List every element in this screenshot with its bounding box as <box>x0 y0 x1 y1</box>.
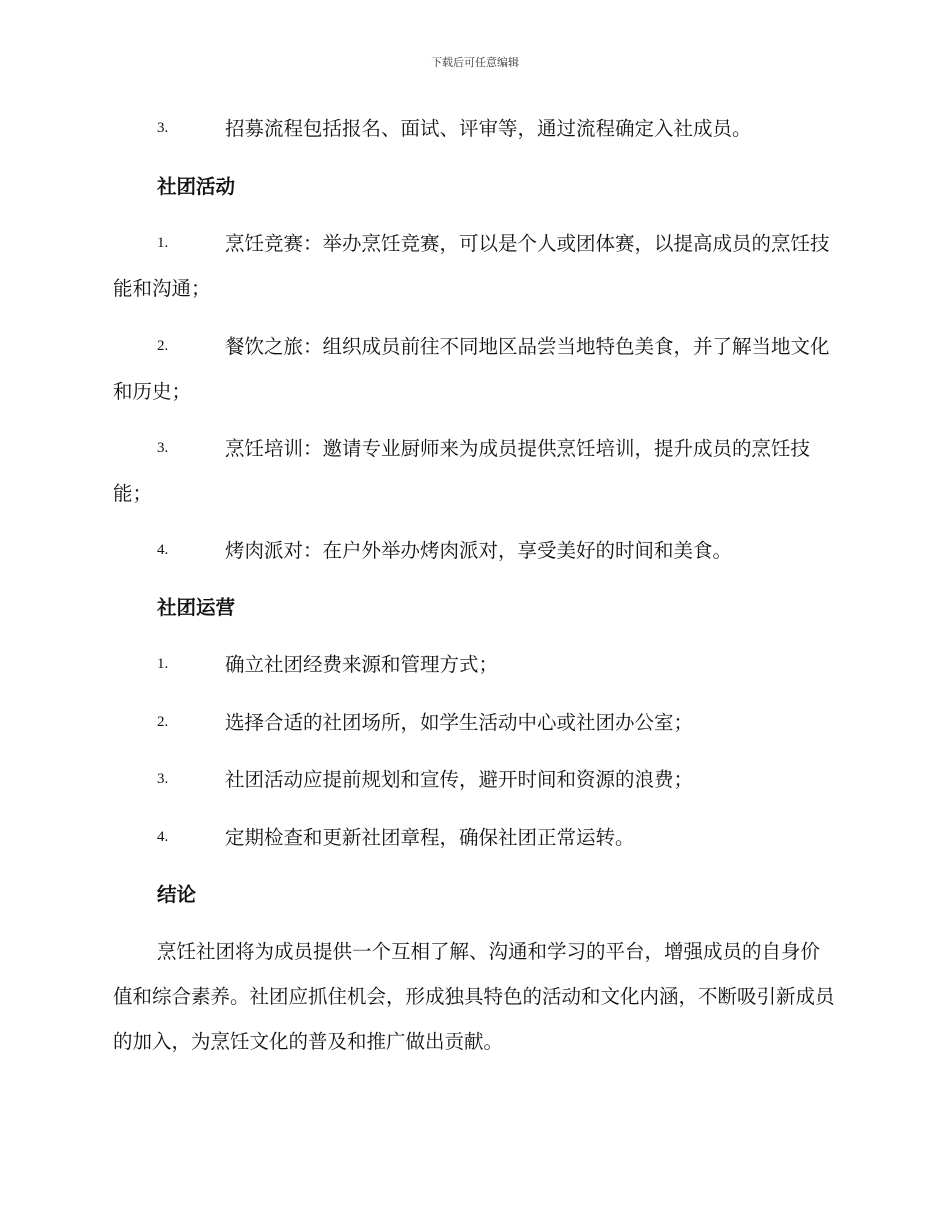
conclusion-paragraph: 烹饪社团将为成员提供一个互相了解、沟通和学习的平台，增强成员的自身价值和综合素养。社团应抓住机会，形成独具特色的活动和文化内涵，不断吸引新成员的加入，为烹饪文化的普及和推广做出贡献。 <box>113 940 835 1053</box>
list-item-operation-2 <box>113 700 835 745</box>
list-item-activity-2 <box>113 324 835 414</box>
list-item-activity-3 <box>113 426 835 516</box>
list-text: 餐饮之旅：组织成员前往不同地区品尝当地特色美食，并了解当地文化和历史； <box>113 335 830 403</box>
list-number: 3. <box>157 771 169 787</box>
list-text: 社团活动应提前规划和宣传，避开时间和资源的浪费； <box>225 768 694 791</box>
list-number: 3. <box>157 120 169 136</box>
list-number: 1. <box>157 235 169 251</box>
list-text: 招募流程包括报名、面试、评审等，通过流程确定入社成员。 <box>225 117 752 140</box>
list-number: 2. <box>157 338 169 354</box>
list-item-operation-3 <box>113 757 835 802</box>
list-item-operation-4 <box>113 815 835 860</box>
list-number: 4. <box>157 542 169 558</box>
list-number: 1. <box>157 656 169 672</box>
list-text: 烹饪竞赛：举办烹饪竞赛，可以是个人或团体赛，以提高成员的烹饪技能和沟通； <box>113 232 830 300</box>
section-heading-conclusion: 结论 <box>157 883 197 906</box>
list-item-activity-4 <box>113 528 835 573</box>
list-item-activity-1 <box>113 221 835 311</box>
list-text: 烤肉派对：在户外举办烤肉派对，享受美好的时间和美食。 <box>225 539 733 562</box>
list-text: 烹饪培训：邀请专业厨师来为成员提供烹饪培训，提升成员的烹饪技能； <box>113 437 811 505</box>
header-note: 下载后可任意编辑 <box>431 56 519 69</box>
list-text: 定期检查和更新社团章程，确保社团正常运转。 <box>225 826 635 849</box>
list-item-recruit-3 <box>113 106 835 151</box>
section-heading-operations: 社团运营 <box>157 596 236 619</box>
list-text: 确立社团经费来源和管理方式； <box>225 653 499 676</box>
list-number: 3. <box>157 440 169 456</box>
list-number: 4. <box>157 829 169 845</box>
list-item-operation-1 <box>113 642 835 687</box>
section-heading-activities: 社团活动 <box>157 175 236 198</box>
list-number: 2. <box>157 714 169 730</box>
list-text: 选择合适的社团场所，如学生活动中心或社团办公室； <box>225 711 694 734</box>
